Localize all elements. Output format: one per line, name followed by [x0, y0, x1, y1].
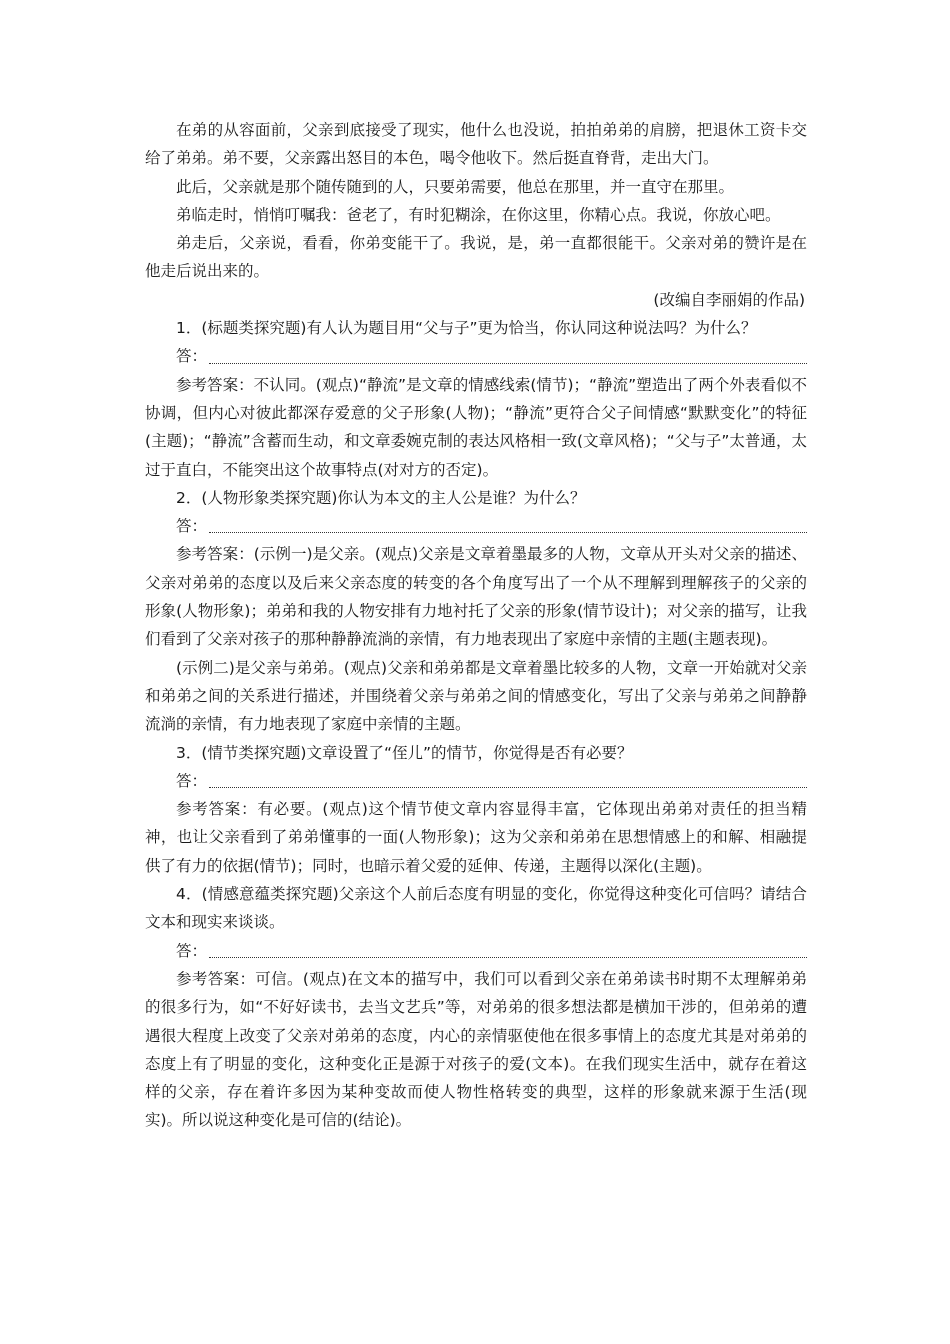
answer-blank[interactable]: [209, 362, 807, 364]
reference-answer-1: 参考答案：不认同。(观点)“静流”是文章的情感线索(情节)；“静流”塑造出了两个外表看似不协调，但内心对彼此都深存爱意的父子形象(人物)；“静流”更符合父子间情感“默默变化”的特征(主题)；“静流”含蓄而生动，和文章委婉克制的表达风格相一致(文章风格)；“父与子”太普通，太过于直白，不能突出这个故事特点(对对方的否定)。: [145, 375, 807, 479]
story-paragraph: 弟走后，父亲说，看看，你弟变能干了。我说，是，弟一直都很能干。父亲对弟的赞许是在他走后说出来的。: [145, 234, 807, 281]
reference-answer-2b: (示例二)是父亲与弟弟。(观点)父亲和弟弟都是文章着墨比较多的人物，文章一开始就对父亲和弟弟之间的关系进行描述，并围绕着父亲与弟弟之间的情感变化，写出了父亲与弟弟之间静静流淌的亲情，有力地表现了家庭中亲情的主题。: [145, 658, 807, 734]
reference-answer-4: 参考答案：可信。(观点)在文本的描写中，我们可以看到父亲在弟弟读书时期不太理解弟弟的很多行为，如“不好好读书，去当文艺兵”等，对弟弟的很多想法都是横加干涉的，但弟弟的遭遇很大程度上改变了父亲对弟弟的态度，内心的亲情驱使他在很多事情上的态度尤其是对弟弟的态度上有了明显的变化，这种变化正是源于对孩子的爱(文本)。在我们现实生活中，就存在着这样的父亲，存在着许多因为某种变故而使人物性格转变的典型，这样的形象就来源于生活(现实)。所以说这种变化是可信的(结论)。: [145, 969, 807, 1130]
reference-answer-3: 参考答案：有必要。(观点)这个情节使文章内容显得丰富，它体现出弟弟对责任的担当精神，也让父亲看到了弟弟懂事的一面(人物形象)；这为父亲和弟弟在思想情感上的和解、相融提供了有力的依据(情节)；同时，也暗示着父爱的延伸、传递，主题得以深化(主题)。: [145, 800, 807, 875]
answer-blank[interactable]: [209, 786, 807, 788]
question-1: 1．(标题类探究题)有人认为题目用“父与子”更为恰当，你认同这种说法吗？为什么？: [176, 319, 757, 338]
story-paragraph: 弟临走时，悄悄叮嘱我：爸老了，有时犯糊涂，在你这里，你精心点。我说，你放心吧。: [176, 205, 781, 224]
answer-label: 答：: [176, 941, 208, 960]
answer-line-3[interactable]: [145, 767, 807, 795]
reference-answer-2a: 参考答案：(示例一)是父亲。(观点)父亲是文章着墨最多的人物，文章从开头对父亲的描述、父亲对弟弟的态度以及后来父亲态度的转变的各个角度写出了一个从不理解到理解孩子的父亲的形象(人物形象)；弟弟和我的人物安排有力地衬托了父亲的形象(情节设计)；对父亲的描写，让我们看到了父亲对孩子的那种静静流淌的亲情，有力地表现出了家庭中亲情的主题(主题表现)。: [145, 545, 807, 649]
story-paragraph: 在弟的从容面前，父亲到底接受了现实，他什么也没说，拍拍弟弟的肩膀，把退休工资卡交给了弟弟。弟不要，父亲露出怒目的本色，喝令他收下。然后挺直脊背，走出大门。: [145, 121, 807, 168]
answer-line-2[interactable]: [145, 512, 807, 540]
answer-blank[interactable]: [209, 956, 807, 958]
question-3: 3．(情节类探究题)文章设置了“侄儿”的情节，你觉得是否有必要？: [176, 743, 633, 762]
source-attribution: (改编自李丽娟的作品): [653, 290, 805, 309]
question-4: 4．(情感意蕴类探究题)父亲这个人前后态度有明显的变化，你觉得这种变化可信吗？请结合文本和现实来谈谈。: [145, 885, 807, 932]
document-body: [145, 116, 807, 1135]
story-paragraph: 此后，父亲就是那个随传随到的人，只要弟需要，他总在那里，并一直守在那里。: [176, 177, 735, 196]
answer-label: 答：: [176, 517, 208, 536]
answer-line-1[interactable]: [145, 342, 807, 370]
answer-label: 答：: [176, 347, 208, 366]
question-2: 2．(人物形象类探究题)你认为本文的主人公是谁？为什么？: [176, 488, 586, 507]
answer-blank[interactable]: [209, 531, 807, 533]
answer-line-4[interactable]: [145, 937, 807, 965]
answer-label: 答：: [176, 771, 208, 790]
